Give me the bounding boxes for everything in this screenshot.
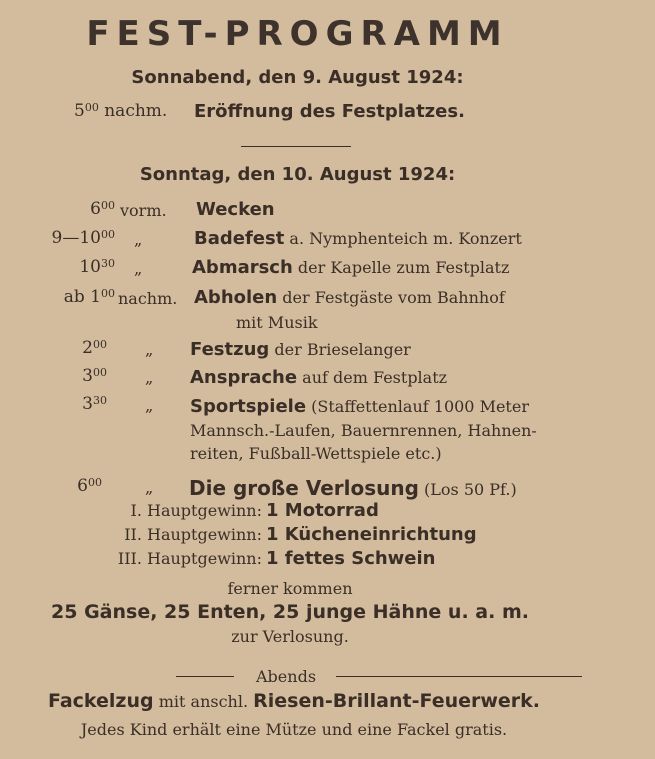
item-time: $9—10^{00}$	[51, 228, 115, 248]
item-line: Die große Verlosung (Los 50 Pf.)	[189, 476, 517, 500]
sunday-heading: Sonntag, den 10. August 1924:	[139, 164, 456, 185]
item-qualifier: „	[145, 340, 154, 359]
item-time: $3^{00}$	[82, 366, 107, 386]
item-line: Ansprache auf dem Festplatz	[190, 367, 448, 388]
item-qualifier: „	[145, 368, 154, 387]
further-line2: 25 Gänse, 25 Enten, 25 junge Hähne u. a. m.	[51, 601, 529, 623]
item-time: $2^{00}$	[82, 338, 107, 358]
item-qualifier: vorm.	[120, 201, 167, 220]
evening-line: Fackelzug mit anschl. Riesen-Brillant-Feuerwerk.	[47, 690, 541, 712]
page-title: FEST-PROGRAMM	[86, 14, 509, 54]
evening-note: Jedes Kind erhält eine Mütze und eine Fackel gratis.	[80, 720, 508, 739]
prize-value: 1 fettes Schwein	[266, 548, 436, 569]
item-time: $10^{30}$	[79, 257, 115, 277]
item-qualifier: „	[145, 396, 154, 415]
divider	[241, 146, 351, 147]
divider	[176, 676, 234, 677]
further-line1: ferner kommen	[227, 579, 353, 598]
item-line: Badefest a. Nymphenteich m. Konzert	[194, 228, 522, 249]
item-qualifier: „	[134, 230, 143, 249]
further-line3: zur Verlosung.	[231, 627, 349, 646]
saturday-heading: Sonnabend, den 9. August 1924:	[131, 67, 464, 88]
item-line: Festzug der Brieselanger	[190, 339, 411, 360]
item-time: $6^{00}$	[77, 476, 102, 496]
item-qualifier: „	[145, 478, 154, 497]
item-time: $3^{30}$	[82, 394, 107, 414]
prize-label: III. Hauptgewinn:	[117, 549, 262, 568]
prize-value: 1 Kücheneinrichtung	[266, 524, 477, 545]
item-time: ab $1^{00}$	[63, 287, 115, 307]
item-time: $6^{00}$	[90, 199, 115, 219]
prize-value: 1 Motorrad	[266, 500, 379, 521]
prize-label: I. Hauptgewinn:	[130, 501, 262, 520]
item-qualifier: „	[134, 259, 143, 278]
saturday-time: $5^{00}$ nachm.	[74, 101, 168, 121]
item-qualifier: nachm.	[118, 289, 178, 308]
item-line: Abmarsch der Kapelle zum Festplatz	[192, 257, 510, 278]
saturday-event: Eröffnung des Festplatzes.	[194, 101, 465, 122]
evening-label: Abends	[256, 667, 317, 686]
item-desc-line2: mit Musik	[236, 313, 318, 332]
item-name: Wecken	[196, 199, 275, 220]
prize-label: II. Hauptgewinn:	[124, 525, 262, 544]
item-line: Abholen der Festgäste vom Bahnhof	[194, 287, 505, 308]
item-desc-line2: Mannsch.-Laufen, Bauernrennen, Hahnen-	[190, 421, 537, 440]
item-line: Sportspiele (Staffettenlauf 1000 Meter	[190, 396, 529, 417]
divider	[336, 676, 582, 677]
item-desc-line3: reiten, Fußball-Wettspiele etc.)	[190, 444, 442, 463]
